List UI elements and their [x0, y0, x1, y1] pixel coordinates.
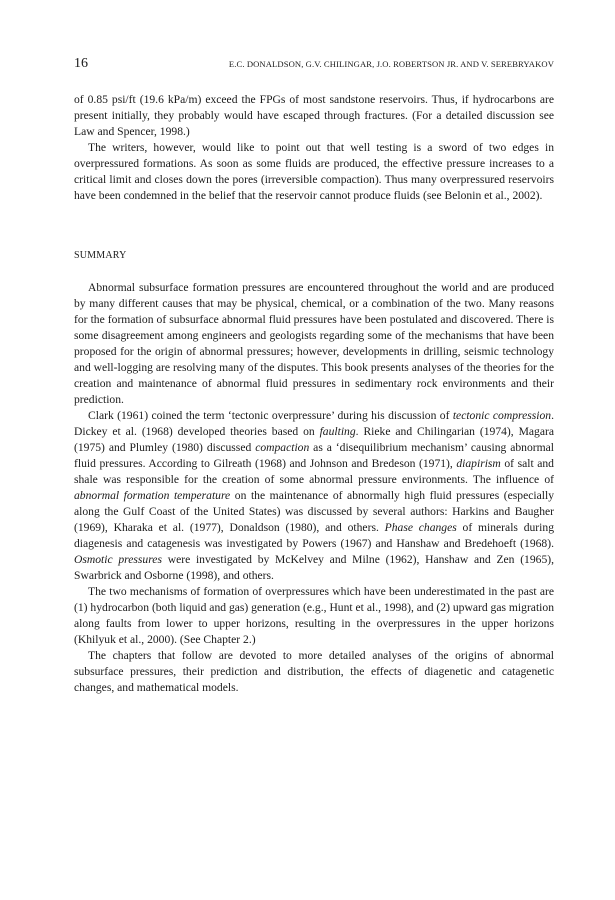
summary-paragraph-4: The chapters that follow are devoted to more detailed analyses of the origins of abnormal subsurface pressures, their prediction and distribution, the effects of diagenetic and catagenetic changes, and mathematical models. — [74, 649, 554, 694]
text-run: on the maintenance of abnormally high fluid pressures (especially along the Gulf Coast of the United States) was discussed by several authors: Harkins and Baugher (1969), Kharaka et al. (1977), Donaldson (1980), and others. — [74, 489, 554, 534]
section-heading-summary: SUMMARY — [74, 250, 127, 261]
italic-term: Phase changes — [384, 521, 457, 534]
italic-term: Osmotic pressures — [74, 553, 162, 566]
text-run: of minerals during diagenesis and catagenesis was investigated by Powers (1967) and Hanshaw and Bredehoeft (1968). — [74, 521, 554, 550]
italic-term: compaction — [255, 441, 310, 454]
summary-paragraph-1: Abnormal subsurface formation pressures are encountered throughout the world and are produced by many different causes that may be physical, chemical, or a combination of the two. Many reasons for the formation of subsurface abnormal fluid pressures have been postulated and discovered. There is some disagreement among engineers and geologists regarding some of the mechanisms that have been proposed for the origin of abnormal pressures; however, developments in drilling, seismic technology and well-logging are resolving many of the disputes. This book presents analyses of the theories for the creation and maintenance of abnormal fluid pressures in sedimentary rock environments and their prediction. — [74, 281, 554, 406]
summary-paragraph-2 — [74, 408, 554, 584]
body-text — [74, 92, 554, 696]
text-run: Clark (1961) coined the term ‘tectonic overpressure’ during his discussion of — [88, 409, 453, 422]
summary-paragraph-3: The two mechanisms of formation of overpressures which have been underestimated in the past are (1) hydrocarbon (both liquid and gas) generation (e.g., Hunt et al., 1998), and (2) upward gas migration along faults from lower to upper horizons, resulting in the overpressures in the upper horizons (Khilyuk et al., 2000). (See Chapter 2.) — [74, 585, 554, 646]
italic-term: diapirism — [456, 457, 501, 470]
text-run: . Rieke and Chilingarian (1974), Magara (1975) and Plumley (1980) discussed — [74, 425, 554, 454]
paragraph-well-testing: The writers, however, would like to point out that well testing is a sword of two edges in overpressured formations. As soon as some fluids are produced, the effective pressure increases to a critical limit and closes down the pores (irreversible compaction). Thus many overpressured reservoirs have been condemned in the belief that the reservoir cannot produce fluids (see Belonin et al., 2002). — [74, 141, 554, 202]
text-run: . Dickey et al. (1968) developed theories based on — [74, 409, 554, 438]
italic-term: abnormal formation temperature — [74, 489, 231, 502]
page-header — [74, 56, 554, 76]
paragraph-continuation: of 0.85 psi/ft (19.6 kPa/m) exceed the FPGs of most sandstone reservoirs. Thus, if hydrocarbons are present initially, they probably would have escaped through fractures. (For a detailed discussion see Law and Spencer, 1998.) — [74, 93, 554, 138]
text-run: were investigated by McKelvey and Milne (1962), Hanshaw and Zen (1965), Swarbrick and Osborne (1998), and others. — [74, 553, 555, 582]
page-number: 16 — [74, 56, 88, 71]
italic-term: tectonic compression — [452, 409, 552, 422]
text-run: of salt and shale was responsible for the creation of some abnormal pressure environments. The influence of — [74, 457, 554, 486]
running-head: E.C. DONALDSON, G.V. CHILINGAR, J.O. ROBERTSON JR. AND V. SEREBRYAKOV — [228, 59, 554, 69]
text-run: as a ‘disequilibrium mechanism’ causing abnormal fluid pressures. According to Gilreath (1968) and Johnson and Bredeson (1971), — [74, 441, 555, 470]
italic-term: faulting — [319, 425, 356, 438]
book-page — [74, 56, 554, 696]
